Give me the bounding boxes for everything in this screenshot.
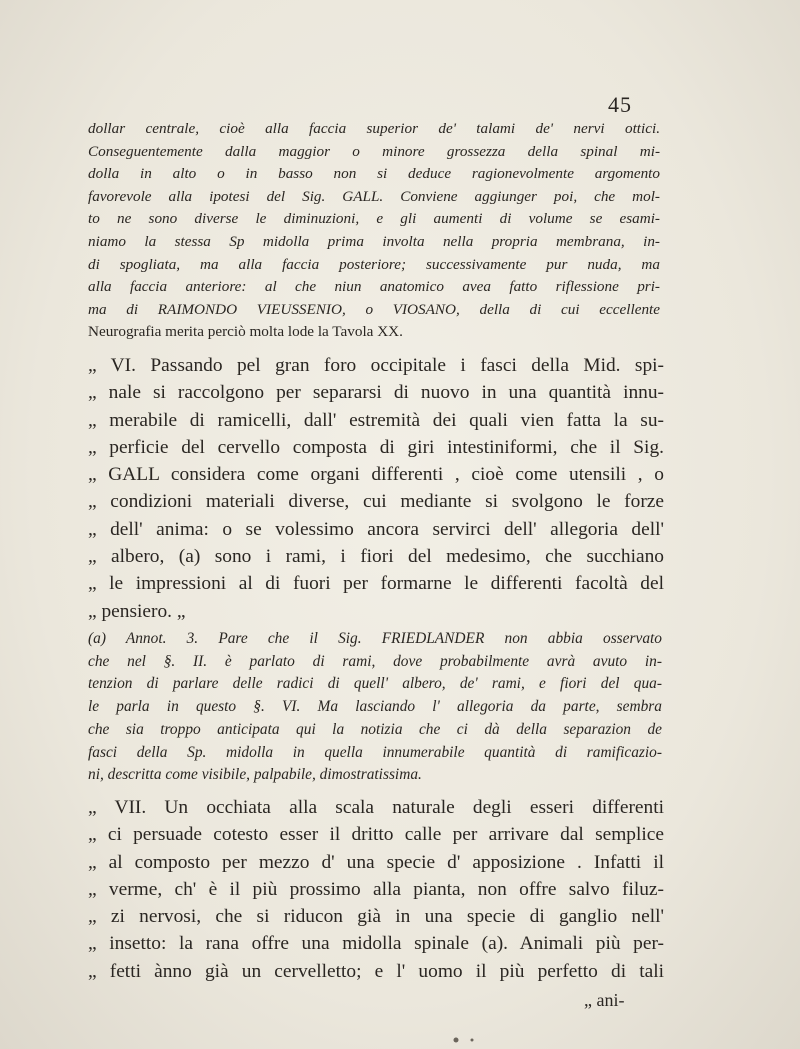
text-line: (a) Annot. 3. Pare che il Sig. FRIEDLANDER non abbia osservato (88, 630, 662, 647)
text-line: ma di RAIMONDO VIEUSSENIO, o VIOSANO, della di cui eccellente (88, 300, 660, 318)
page-number: 45 (608, 92, 632, 117)
text-line: „ VII. Un occhiata alla scala naturale degli esseri differenti (88, 797, 664, 818)
text-line: favorevole alla ipotesi del Sig. GALL. Conviene aggiunger poi, che mol- (88, 187, 660, 205)
text-line: „ merabile di ramicelli, dall' estremità dei quali vien fatta la su- (88, 409, 664, 431)
text-line: Neurografia merita perciò molta lode la Tavola XX. (88, 323, 403, 341)
text-line: alla faccia anteriore: al che niun anatomico avea fatto riflessione pri- (88, 278, 660, 296)
text-line: niamo la stessa Sp midolla prima involta nella propria membrana, in- (88, 232, 660, 250)
text-line: „ le impressioni al di fuori per formarne le differenti facoltà del (88, 573, 664, 595)
text-line: „ al composto per mezzo d' una specie d' apposizione . Infatti il (88, 851, 664, 873)
text-line: ni, descritta come visibile, palpabile, dimostratissima. (88, 766, 422, 784)
section-vi (88, 352, 664, 625)
text-line: „ dell' anima: o se volessimo ancora servirci dell' allegoria dell' (88, 518, 664, 540)
text-line: „ albero, (a) sono i rami, i fiori del medesimo, che succhiano (88, 546, 664, 568)
text-line: „ nale si raccolgono per separarsi di nuovo in una quantità innu- (88, 382, 664, 404)
italic-paragraph (88, 118, 660, 344)
text-line: „ pensiero. „ (88, 600, 186, 622)
text-line: fasci della Sp. midolla in quella innumerabile quantità di ramificazio- (88, 743, 662, 761)
section-vii (88, 794, 664, 985)
text-line: „ perficie del cervello composta di giri intestiniformi, che il Sig. (88, 436, 664, 458)
text-line: „ fetti ànno già un cervelletto; e l' uomo il più perfetto di tali (88, 960, 664, 982)
text-line: che sia troppo anticipata qui la notizia che ci dà della separazion de (88, 720, 662, 738)
text-line: „ VI. Passando pel gran foro occipitale i fasci della Mid. spi- (88, 355, 664, 376)
ornament-icon (450, 1036, 480, 1044)
text-line: „ zi nervosi, che si riducon già in una specie di ganglio nell' (88, 906, 664, 928)
text-line: dollar centrale, cioè alla faccia superior de' talami de' nervi ottici. (88, 120, 660, 137)
text-line: tenzion di parlare delle radici di quell' albero, de' rami, e fiori del qua- (88, 675, 662, 693)
text-line: „ ci persuade cotesto esser il dritto calle per arrivare dal semplice (88, 824, 664, 846)
footnote (88, 628, 662, 787)
text-line: „ condizioni materiali diverse, cui mediante si svolgono le forze (88, 491, 664, 513)
text-line: le parla in questo §. VI. Ma lasciando l' allegoria da parte, sembra (88, 698, 662, 716)
catchword: „ ani- (584, 990, 625, 1010)
text-line: che nel §. II. è parlato di rami, dove probabilmente avrà avuto in- (88, 652, 662, 670)
text-line: dolla in alto o in basso non si deduce ragionevolmente argomento (88, 165, 660, 183)
text-line: to ne sono diverse le diminuzioni, e gli aumenti di volume se esami- (88, 210, 660, 228)
text-line: di spogliata, ma alla faccia posteriore; successivamente pur nuda, ma (88, 255, 660, 273)
text-line: „ GALL considera come organi differenti , cioè come utensili , o (88, 464, 664, 486)
text-line: Conseguentemente dalla maggior o minore grossezza della spinal mi- (88, 142, 660, 160)
text-line: „ insetto: la rana offre una midolla spinale (a). Animali più per- (88, 933, 664, 955)
text-line: „ verme, ch' è il più prossimo alla pianta, non offre salvo filuz- (88, 878, 664, 900)
